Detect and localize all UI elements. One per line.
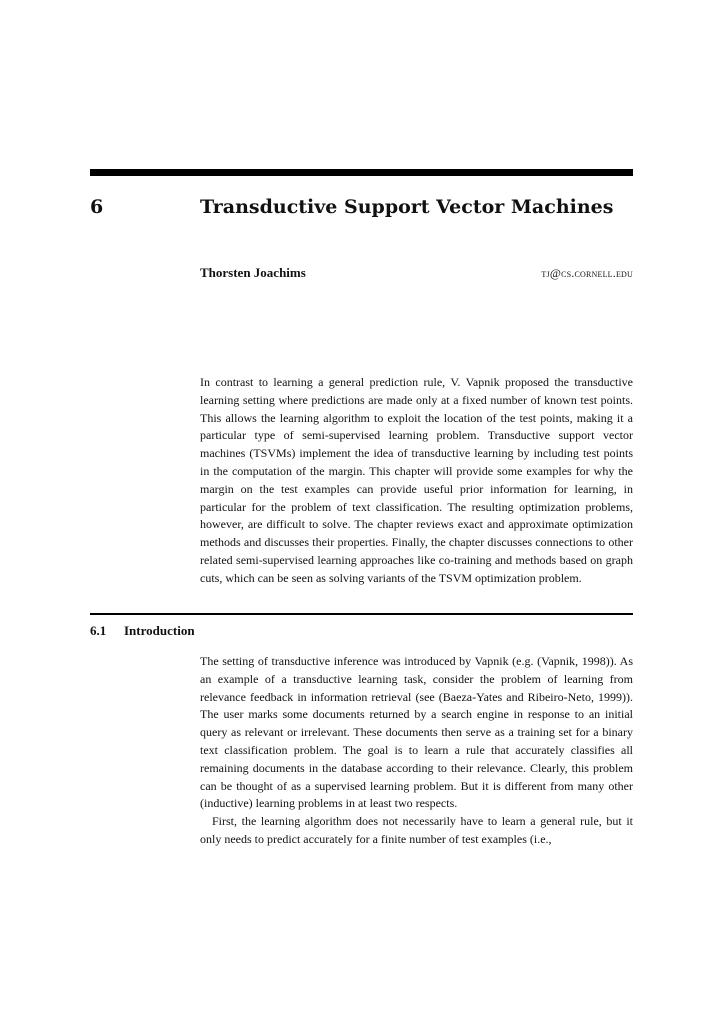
chapter-title: Transductive Support Vector Machines [200,196,614,218]
author-name: Thorsten Joachims [200,265,306,280]
section-rule [90,613,633,615]
abstract: In contrast to learning a general prediction rule, V. Vapnik proposed the transductive learning setting where predictions are made only at a fixed number of known test points. This allows the learning algorithm to exploit the location of the test points, making it a particular type of semi-supervised learning problem. Transductive support vector machines (TSVMs) implement the idea of transductive learning by including test points in the computation of the margin. This chapter will provide some examples for why the margin on the test examples can provide useful prior information for learning, in particular for the problem of text classification. The resulting optimization problems, however, are difficult to solve. The chapter reviews exact and approximate optimization methods and discusses their properties. Finally, the chapter discusses connections to other related semi-supervised learning approaches like co-training and methods based on graph cuts, which can be seen as solving variants of the TSVM optimization problem. [200,375,633,585]
paragraph: First, the learning algorithm does not necessarily have to learn a general rule, but it only needs to predict accurately for a finite number of test examples (i.e., [200,814,633,846]
section-number: 6.1 [90,623,107,638]
section-body [200,653,633,849]
section-title: Introduction [124,623,195,638]
chapter-number: 6 [90,196,104,218]
author-email: tj@cs.cornell.edu [541,266,633,280]
chapter-top-rule [90,169,633,176]
paragraph: The setting of transductive inference was introduced by Vapnik (e.g. (Vapnik, 1998)). As an example of a transductive learning task, consider the problem of learning from relevance feedback in information retrieval (see (Baeza-Yates and Ribeiro-Neto, 1999)). The user marks some documents returned by a search engine in response to an initial query as relevant or irrelevant. These documents then serve as a training set for a binary text classification problem. The goal is to learn a rule that accurately classifies all remaining documents in the database according to their relevance. Clearly, this problem can be thought of as a supervised learning problem. But it is different from many other (inductive) learning problems in at least two respects. [200,654,633,811]
